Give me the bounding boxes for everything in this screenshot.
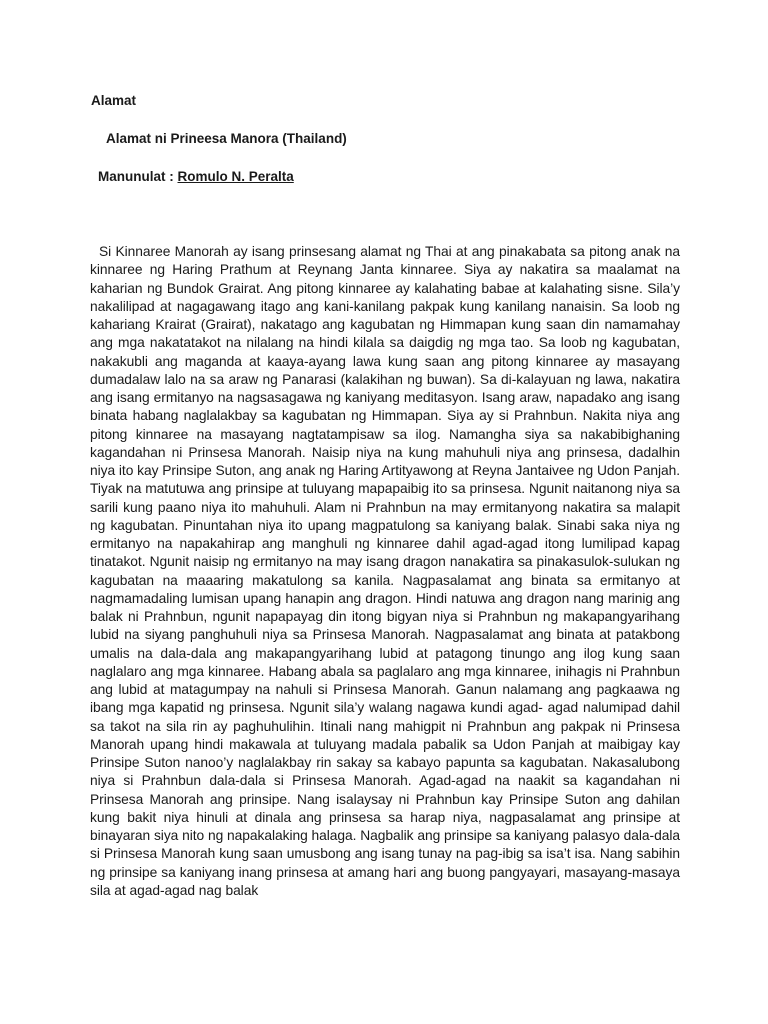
story-body: Si Kinnaree Manorah ay isang prinsesang alamat ng Thai at ang pinakabata sa pitong anak na kinnaree ng Haring Prathum at Reynang Janta kinnaree. Siya ay nakatira sa maalamat na kaharian ng Bundok Grairat. Ang pitong kinnaree ay kalahating babae at kalahating sisne. Sila’y nakalilipad at nagagawang itago ang kani-kanilang pakpak kung kanilang nanaisin. Sa loob ng kahariang Krairat (Grairat), nakatago ang kagubatan ng Himmapan kung saan din namamahay ang mga nakatatakot na nilalang na hindi kilala sa daigdig ng mga tao. Sa loob ng kagubatan, nakakubli ang maganda at kaaya-ayang lawa kung saan ang pitong kinnaree ay masayang dumadalaw lalo na sa araw ng Panarasi (kalakihan ng buwan). Sa di-kalayuan ng lawa, nakatira ang isang ermitanyo na nagsasagawa ng kaniyang meditasyon. Isang araw, napadako ang isang binata habang naglalakbay sa kagubatan ng Himmapan. Siya ay si Prahnbun. Nakita niya ang pitong kinnaree na masayang nagtatampisaw sa ilog. Namangha siya sa nakabibighaning kagandahan ni Prinsesa Manorah. Naisip niya na kung mahuhuli niya ang prinsesa, dadalhin niya ito kay Prinsipe Suton, ang anak ng Haring Artityawong at Reyna Jantaivee ng Udon Panjah. Tiyak na matutuwa ang prinsipe at tuluyang mapapaibig ito sa prinsesa. Ngunit naitanong niya sa sarili kung paano niya ito mahuhuli. Alam ni Prahnbun na may ermitanyong nakatira sa malapit ng kagubatan. Pinuntahan niya ito upang magpatulong sa kaniyang balak. Sinabi saka niya ng ermitanyo na napakahirap ang manghuli ng kinnaree dahil agad-agad itong lumilipad kapag tinatakot. Ngunit naisip ng ermitanyo na may isang dragon nanakatira sa pinakasulok-sulukan ng kagubatan na maaaring makatulong sa kanila. Nagpasalamat ang binata sa ermitanyo at nagmamadaling lumisan upang hanapin ang dragon. Hindi natuwa ang dragon nang marinig ang balak ni Prahnbun, ngunit napapayag din itong bigyan niya si Prahnbun ng makapangyarihang lubid na siyang panghuhuli niya sa Prinsesa Manorah. Nagpasalamat ang binata at patakbong umalis na dala-dala ang makapangyarihang lubid at patagong tinungo ang ilog kung saan naglalaro ang mga kinnaree. Habang abala sa paglalaro ang mga kinnaree, inihagis ni Prahnbun ang lubid at matagumpay na nahuli si Prinsesa Manorah. Ganun nalamang ang pagkaawa ng ibang mga kapatid ng prinsesa. Ngunit sila’y walang nagawa kundi agad- agad nalumipad dahil sa takot na sila rin ay paghuhulihin. Itinali nang mahigpit ni Prahnbun ang pakpak ni Prinsesa Manorah upang hindi makawala at tuluyang madala pabalik sa Udon Panjah at maibigay kay Prinsipe Suton nanoo’y naglalakbay rin sakay sa kabayo papunta sa kagubatan. Nakasalubong niya si Prahnbun dala-dala si Prinsesa Manorah. Agad-agad na naakit sa kagandahan ni Prinsesa Manorah ang prinsipe. Nang isalaysay ni Prahnbun kay Prinsipe Suton ang dahilan kung bakit niya hinuli at dinala ang prinsesa sa harap niya, nagpasalamat ang prinsipe at binayaran siya nito ng napakalaking halaga. Nagbalik ang prinsipe sa kaniyang palasyo dala-dala si Prinsesa Manorah kung saan umusbong ang isang tunay na pag-ibig sa isa’t isa. Nang sabihin ng prinsipe sa kaniyang inang prinsesa at amang hari ang buong pangyayari, masayang-masaya sila at agad-agad nag balak <box>90 244 680 898</box>
author-label: Manunulat : <box>98 169 178 184</box>
section-heading: Alamat <box>91 93 137 108</box>
author-line <box>98 169 294 185</box>
author-name: Romulo N. Peralta <box>177 169 294 184</box>
story-title: Alamat ni Prineesa Manora (Thailand) <box>106 131 347 146</box>
